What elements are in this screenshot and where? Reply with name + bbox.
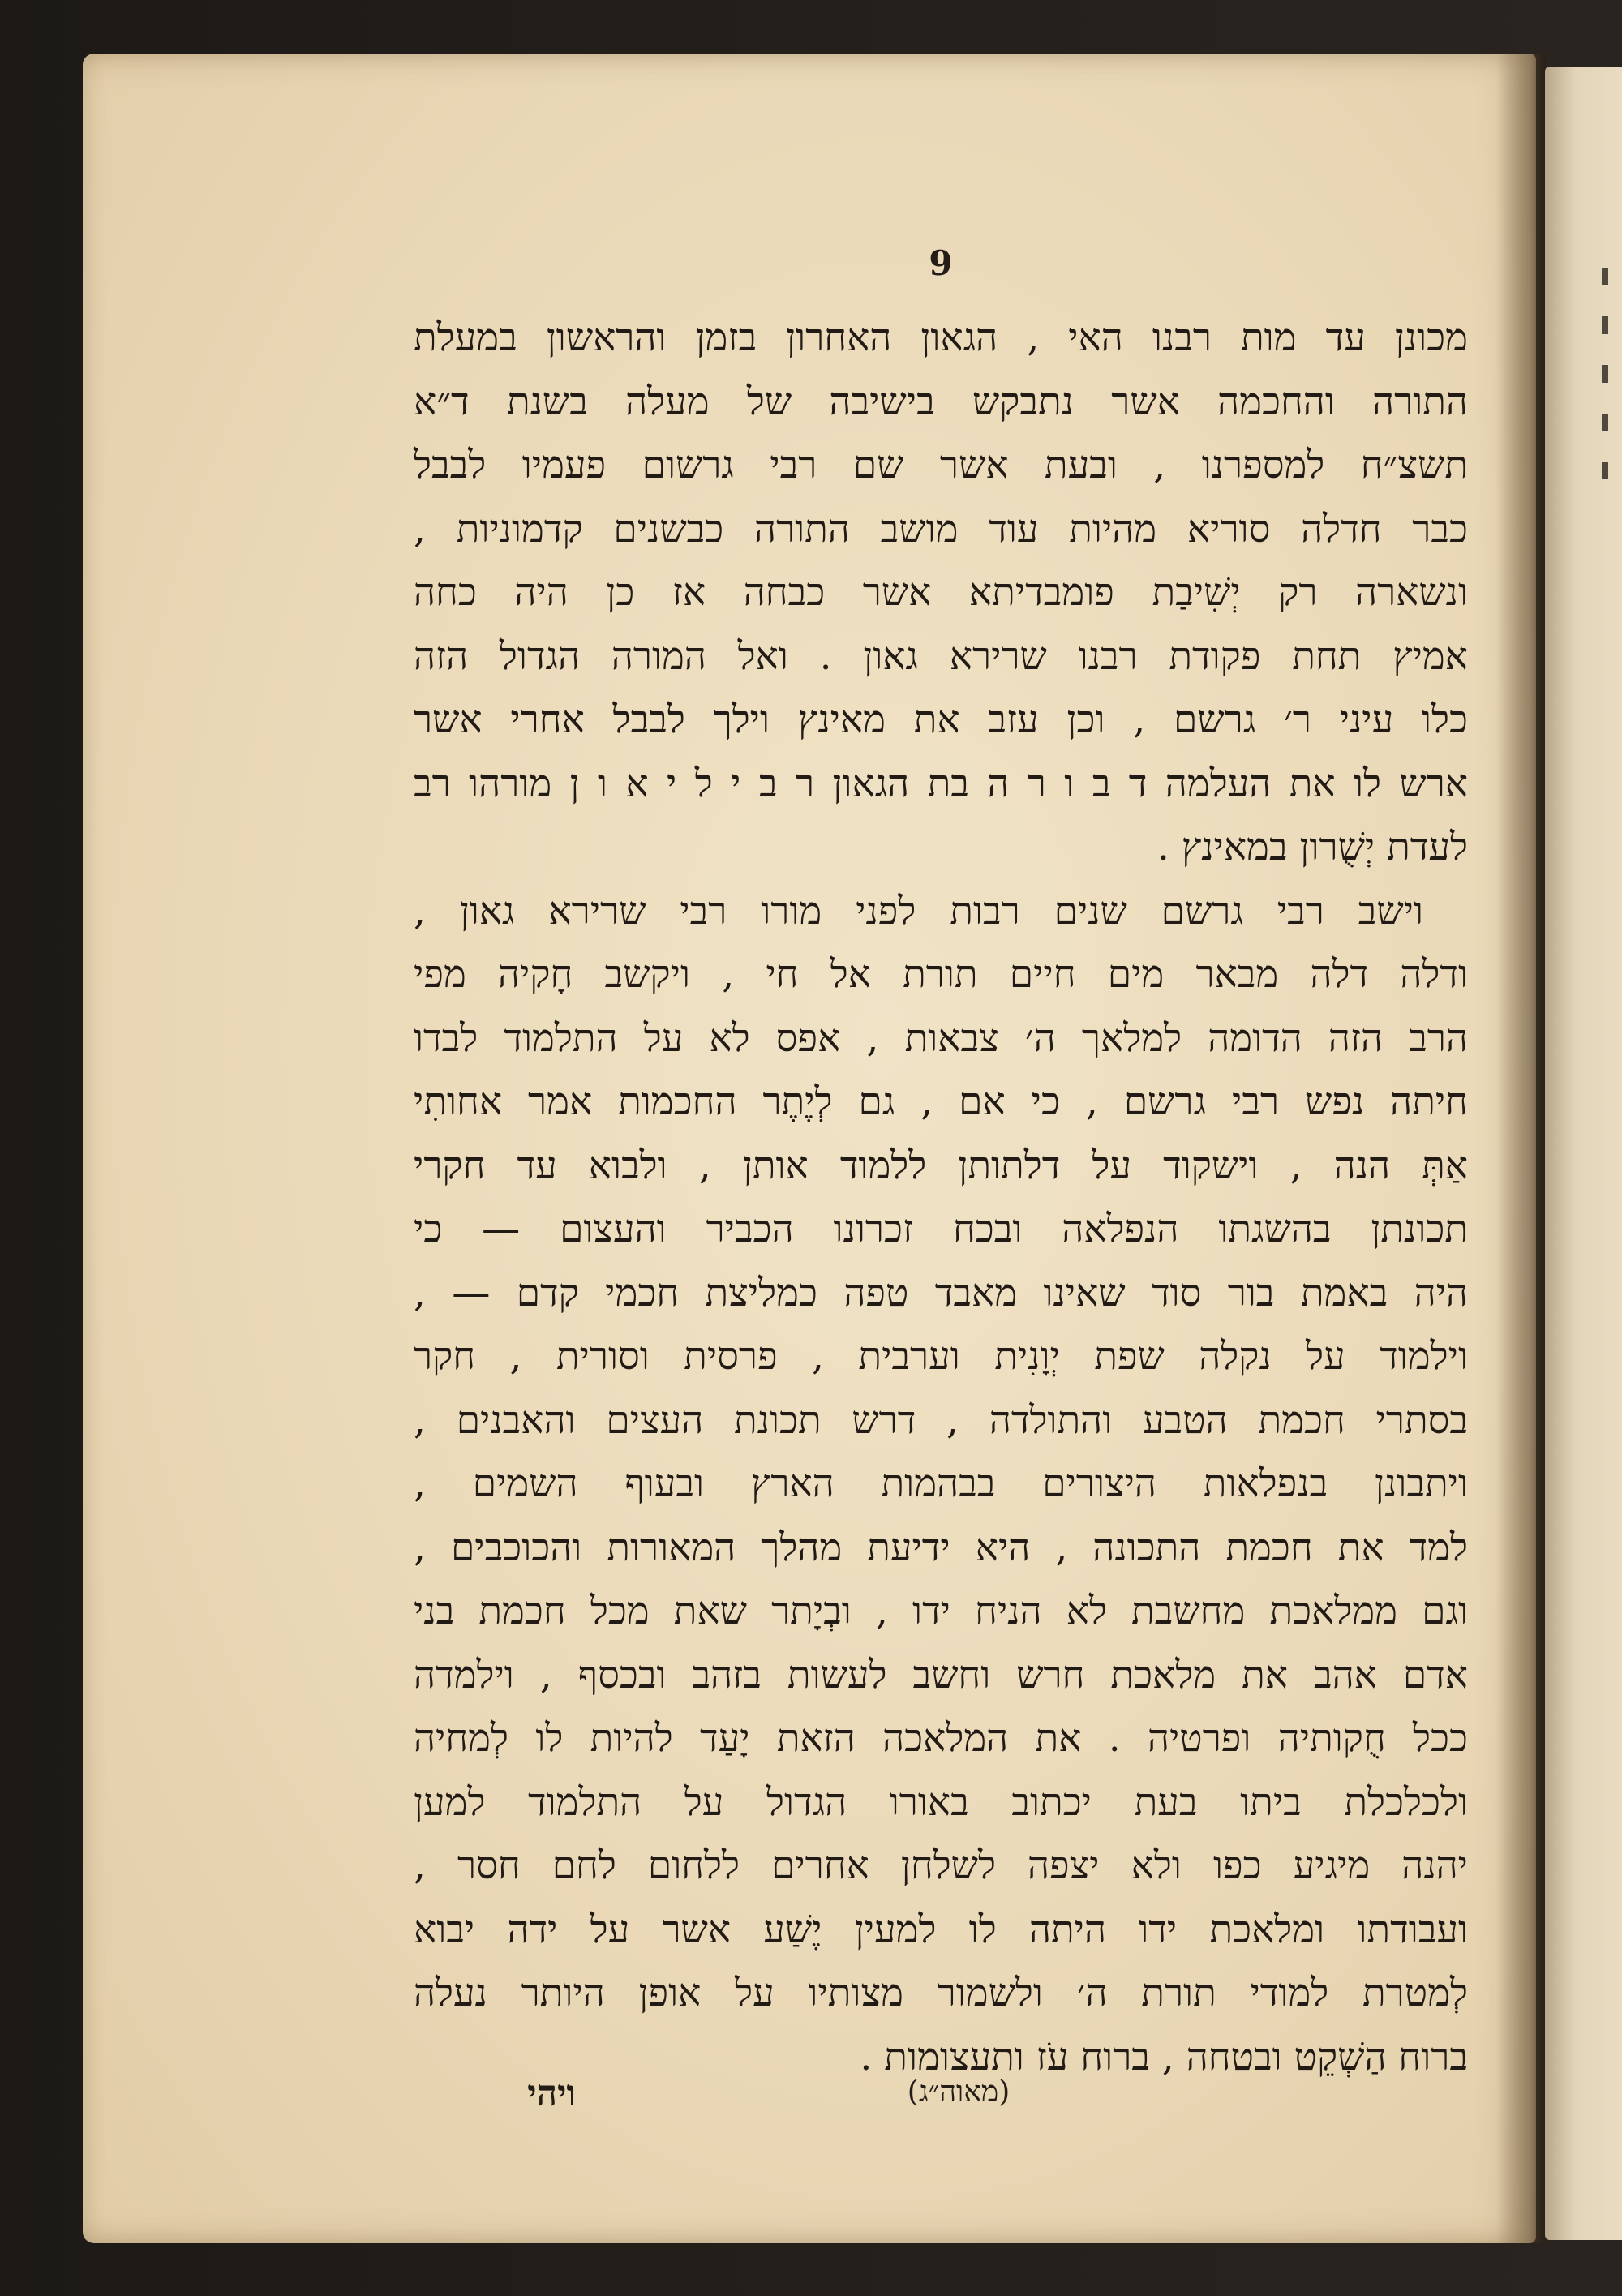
text-line: אַתְּ הנה , וישקוד על דלתותן ללמוד אותן , ולבוא עד חקרי xyxy=(414,1143,1468,1188)
catchword: ויהי xyxy=(527,2073,576,2114)
text-line: למד את חכמת התכונה , היא ידיעת מהלך המאורות והכוכבים , xyxy=(414,1525,1468,1570)
text-line: ועבודתו ומלאכת ידו היתה לו למעין יֶשַׁע אשר על ידה יבוא xyxy=(414,1907,1468,1952)
text-line: אדם אהב את מלאכת חרש וחשב לעשות בזהב ובכסף , וילמדה xyxy=(414,1652,1468,1697)
text-line: אמיץ תחת פקודת רבנו שרירא גאון . ואל המורה הגדול הזה xyxy=(414,633,1468,679)
text-line: הרב הזה הדומה למלאך ה׳ צבאות , אפס לא על התלמוד לבדו xyxy=(414,1015,1468,1061)
paragraph-end-line: ברוח הַשְׁקֵט ובטחה , ברוח עֹז ותעצומות . xyxy=(860,2034,1468,2079)
text-line: ולכלכלת ביתו בעת יכתוב באורו הגדול על התלמוד למען xyxy=(414,1779,1468,1825)
page-gutter-shadow xyxy=(1496,54,1545,2243)
text-line: ארש לו את העלמה ד ב ו ר ה בת הגאון ר ב י ל י א ו ן מורהו רב xyxy=(414,761,1468,806)
adjacent-page-text-fragment xyxy=(1602,268,1608,479)
text-line: ודלה דלה מבאר מים חיים תורת אל חי , ויקשב חָקיה מפי xyxy=(414,952,1468,997)
text-line: חיתה נפש רבי גרשם , כי אם , גם לְיֶתֶר החכמות אמר אחותִי xyxy=(414,1079,1468,1124)
paragraph-start-line: וישב רבי גרשם שנים רבות לפני מורו רבי שרירא גאון , xyxy=(414,888,1423,933)
text-line: וגם ממלאכת מחשבת לא הניח ידו , ובְיָתר שאת מכל חכמת בני xyxy=(414,1589,1468,1633)
text-line: תכונתן בהשגתו הנפלאה ובכח זכרונו הכביר והעצום — כי xyxy=(414,1207,1468,1251)
signature-mark: (מאוה״ג) xyxy=(907,2075,1011,2109)
text-line: ויתבונן בנפלאות היצורים בבהמות הארץ ובעוף השמים , xyxy=(414,1461,1468,1506)
text-line: התורה והחכמה אשר נתבקש בישיבה של מעלה בשנת ד״א xyxy=(414,379,1468,424)
text-line: לְמטרת למודי תורת ה׳ ולשמור מצותיו על אופן היותר נעלה xyxy=(414,1971,1468,2015)
text-line: בסתרי חכמת הטבע והתולדה , דרש תכונת העצים והאבנים , xyxy=(414,1397,1468,1443)
text-line: ככל חֻקותיה ופרטיה . את המלאכה הזאת יָעַד להיות לו לְמחיה xyxy=(414,1716,1468,1761)
text-line: תשצ״ח למספרנו , ובעת אשר שם רבי גרשום פעמיו לבבל xyxy=(414,443,1468,487)
paragraph-end-line: לעדת יְשֻׁרון במאינץ . xyxy=(1156,825,1468,869)
adjacent-page-edge xyxy=(1545,67,1622,2240)
text-line: מכונן עד מות רבנו האי , הגאון האחרון בזמן והראשון במעלת xyxy=(414,315,1468,360)
text-line: היה באמת בור סוד שאינו מאבד טפה כמליצת חכמי קדם — , xyxy=(414,1270,1468,1315)
text-line: כבר חדלה סוריא מהיות עוד מושב התורה כבשנים קדמוניות , xyxy=(414,506,1468,551)
text-line: יהנה מיגיע כפו ולא יצפה לשלחן אחרים ללחום לחם חסר , xyxy=(414,1843,1468,1888)
text-line: וילמוד על נקלה שפת יְוָנִית וערבית , פרסית וסורית , חקר xyxy=(414,1334,1468,1379)
text-line: כלו עיני ר׳ גרשם , וכן עזב את מאינץ וילך לבבל אחרי אשר xyxy=(414,697,1468,742)
page-number: 9 xyxy=(929,243,953,283)
body-text xyxy=(414,307,1468,2089)
text-line: ונשארה רק יְשִׁיבַת פומבדיתא אשר כבחה אז כן היה כחה xyxy=(414,570,1468,615)
